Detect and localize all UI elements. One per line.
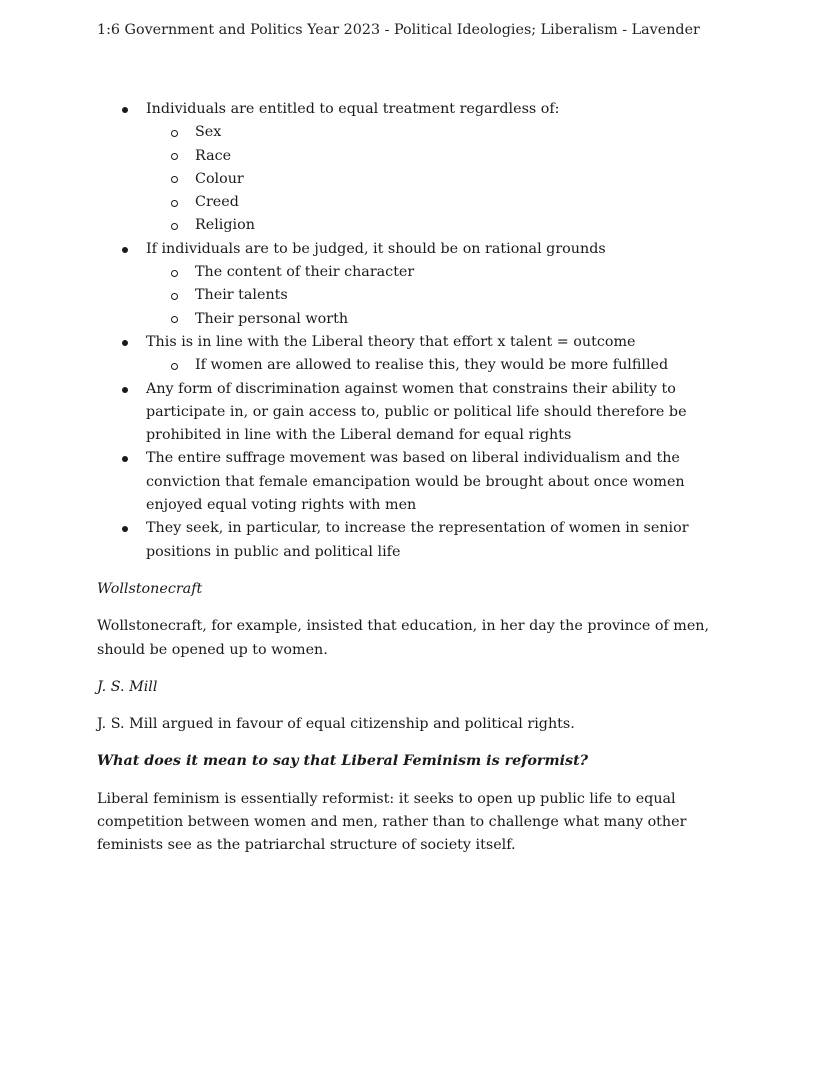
sub-bullet-item: Religion bbox=[146, 214, 737, 237]
sub-bullet-list bbox=[146, 121, 737, 237]
sub-bullet-item: Creed bbox=[146, 191, 737, 214]
sub-bullet-list bbox=[146, 261, 737, 331]
page-header: 1:6 Government and Politics Year 2023 - Political Ideologies; Liberalism - Lavender bbox=[97, 22, 700, 38]
sub-bullet-item: Sex bbox=[146, 121, 737, 144]
bullet-item-liberal-theory bbox=[97, 331, 737, 378]
sub-bullet-item: If women are allowed to realise this, they would be more fulfilled bbox=[146, 354, 737, 377]
reformist-paragraph: Liberal feminism is essentially reformist: it seeks to open up public life to equal competition between women and men, rather than to challenge what many other feminists see as the patriarchal structure of society itself. bbox=[97, 790, 687, 854]
wollstonecraft-heading: Wollstonecraft bbox=[97, 580, 203, 597]
bullet-text: This is in line with the Liberal theory that effort x talent = outcome bbox=[146, 333, 636, 350]
bullet-item-discrimination: Any form of discrimination against women that constrains their ability to participate in, or gain access to, public or political life should therefore be prohibited in line with the Liberal demand for equal rights bbox=[97, 378, 737, 448]
bullet-text: If individuals are to be judged, it should be on rational grounds bbox=[146, 240, 606, 257]
sub-bullet-item: The content of their character bbox=[146, 261, 737, 284]
bullet-item-suffrage: The entire suffrage movement was based on liberal individualism and the conviction that female emancipation would be brought about once women enjoyed equal voting rights with men bbox=[97, 447, 737, 517]
sub-bullet-item: Race bbox=[146, 145, 737, 168]
sub-bullet-list bbox=[146, 354, 737, 377]
bullet-list bbox=[97, 98, 737, 564]
mill-heading: J. S. Mill bbox=[97, 678, 158, 695]
bullet-text: Individuals are entitled to equal treatment regardless of: bbox=[146, 101, 560, 117]
mill-paragraph: J. S. Mill argued in favour of equal citizenship and political rights. bbox=[97, 716, 575, 733]
reformist-question: What does it mean to say that Liberal Feminism is reformist? bbox=[97, 753, 589, 770]
sub-bullet-item: Their talents bbox=[146, 284, 737, 307]
document-body bbox=[97, 98, 737, 858]
wollstonecraft-paragraph: Wollstonecraft, for example, insisted that education, in her day the province of men, should be opened up to women. bbox=[97, 618, 710, 658]
sub-bullet-item: Colour bbox=[146, 168, 737, 191]
bullet-item-equal-treatment bbox=[97, 98, 737, 238]
bullet-item-representation: They seek, in particular, to increase the representation of women in senior positions in public and political life bbox=[97, 517, 737, 564]
sub-bullet-item: Their personal worth bbox=[146, 308, 737, 331]
bullet-item-rational-grounds bbox=[97, 238, 737, 331]
